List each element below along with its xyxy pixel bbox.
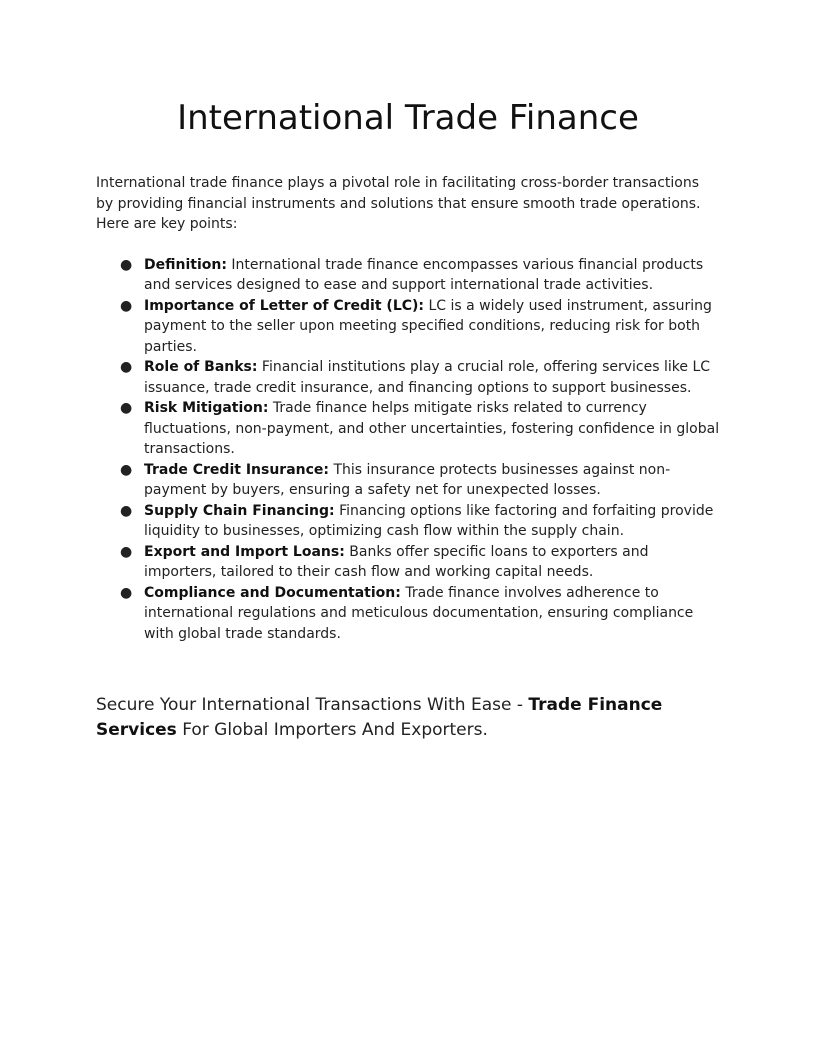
- bullet-icon: ●: [120, 256, 133, 273]
- point-term: Importance of Letter of Credit (LC):: [144, 297, 425, 314]
- intro-paragraph: International trade finance plays a pivotal role in facilitating cross-border transactions by providing financial instruments and solutions that ensure smooth trade operations. Here are key points:: [96, 175, 701, 232]
- point-text: Trade finance involves adherence to international regulations and meticulous documentation, ensuring compliance with global trade standards.: [144, 584, 694, 642]
- point-text: Financing options like factoring and forfaiting provide liquidity to businesses, optimizing cash flow within the supply chain.: [144, 502, 714, 539]
- list-item: [120, 357, 720, 398]
- point-term: Export and Import Loans:: [144, 543, 345, 560]
- point-term: Role of Banks:: [144, 359, 258, 375]
- bullet-icon: ●: [120, 359, 133, 375]
- point-term: Definition:: [144, 256, 227, 273]
- point-term: Compliance and Documentation:: [144, 584, 401, 601]
- bullet-icon: ●: [120, 400, 133, 416]
- point-term: Supply Chain Financing:: [144, 502, 335, 519]
- point-text: LC is a widely used instrument, assuring payment to the seller upon meeting specified conditions, reducing risk for both parties.: [144, 297, 712, 355]
- bullet-icon: ●: [120, 502, 133, 519]
- point-text: Trade finance helps mitigate risks related to currency fluctuations, non-payment, and other uncertainties, fostering confidence in global transactions.: [144, 400, 720, 457]
- key-points-list: [96, 255, 720, 645]
- bullet-icon: ●: [120, 543, 133, 560]
- tagline-suffix: For Global Importers And Exporters.: [176, 720, 488, 740]
- list-item: [120, 398, 720, 460]
- point-text: This insurance protects businesses against non-payment by buyers, ensuring a safety net for unexpected losses.: [144, 461, 671, 498]
- closing-tagline: [96, 693, 696, 743]
- list-item: [120, 583, 720, 645]
- tagline-prefix: Secure Your International Transactions With Ease -: [96, 695, 529, 715]
- point-text: Banks offer specific loans to exporters and importers, tailored to their cash flow and working capital needs.: [144, 543, 649, 580]
- list-item: [120, 296, 720, 358]
- list-item: [120, 501, 720, 542]
- trade-finance-services-link[interactable]: Trade Finance Services: [96, 695, 663, 740]
- bullet-icon: ●: [120, 461, 133, 478]
- bullet-icon: ●: [120, 297, 133, 314]
- list-item: [120, 255, 720, 296]
- point-term: Trade Credit Insurance:: [144, 461, 330, 478]
- document-title: International Trade Finance: [177, 98, 639, 138]
- list-item: [120, 542, 720, 583]
- point-term: Risk Mitigation:: [144, 400, 269, 416]
- point-text: International trade finance encompasses various financial products and services designed to ease and support international trade activities.: [144, 256, 704, 293]
- point-text: Financial institutions play a crucial role, offering services like LC issuance, trade credit insurance, and financing options to support businesses.: [144, 359, 711, 396]
- list-item: [120, 460, 720, 501]
- bullet-icon: ●: [120, 584, 133, 601]
